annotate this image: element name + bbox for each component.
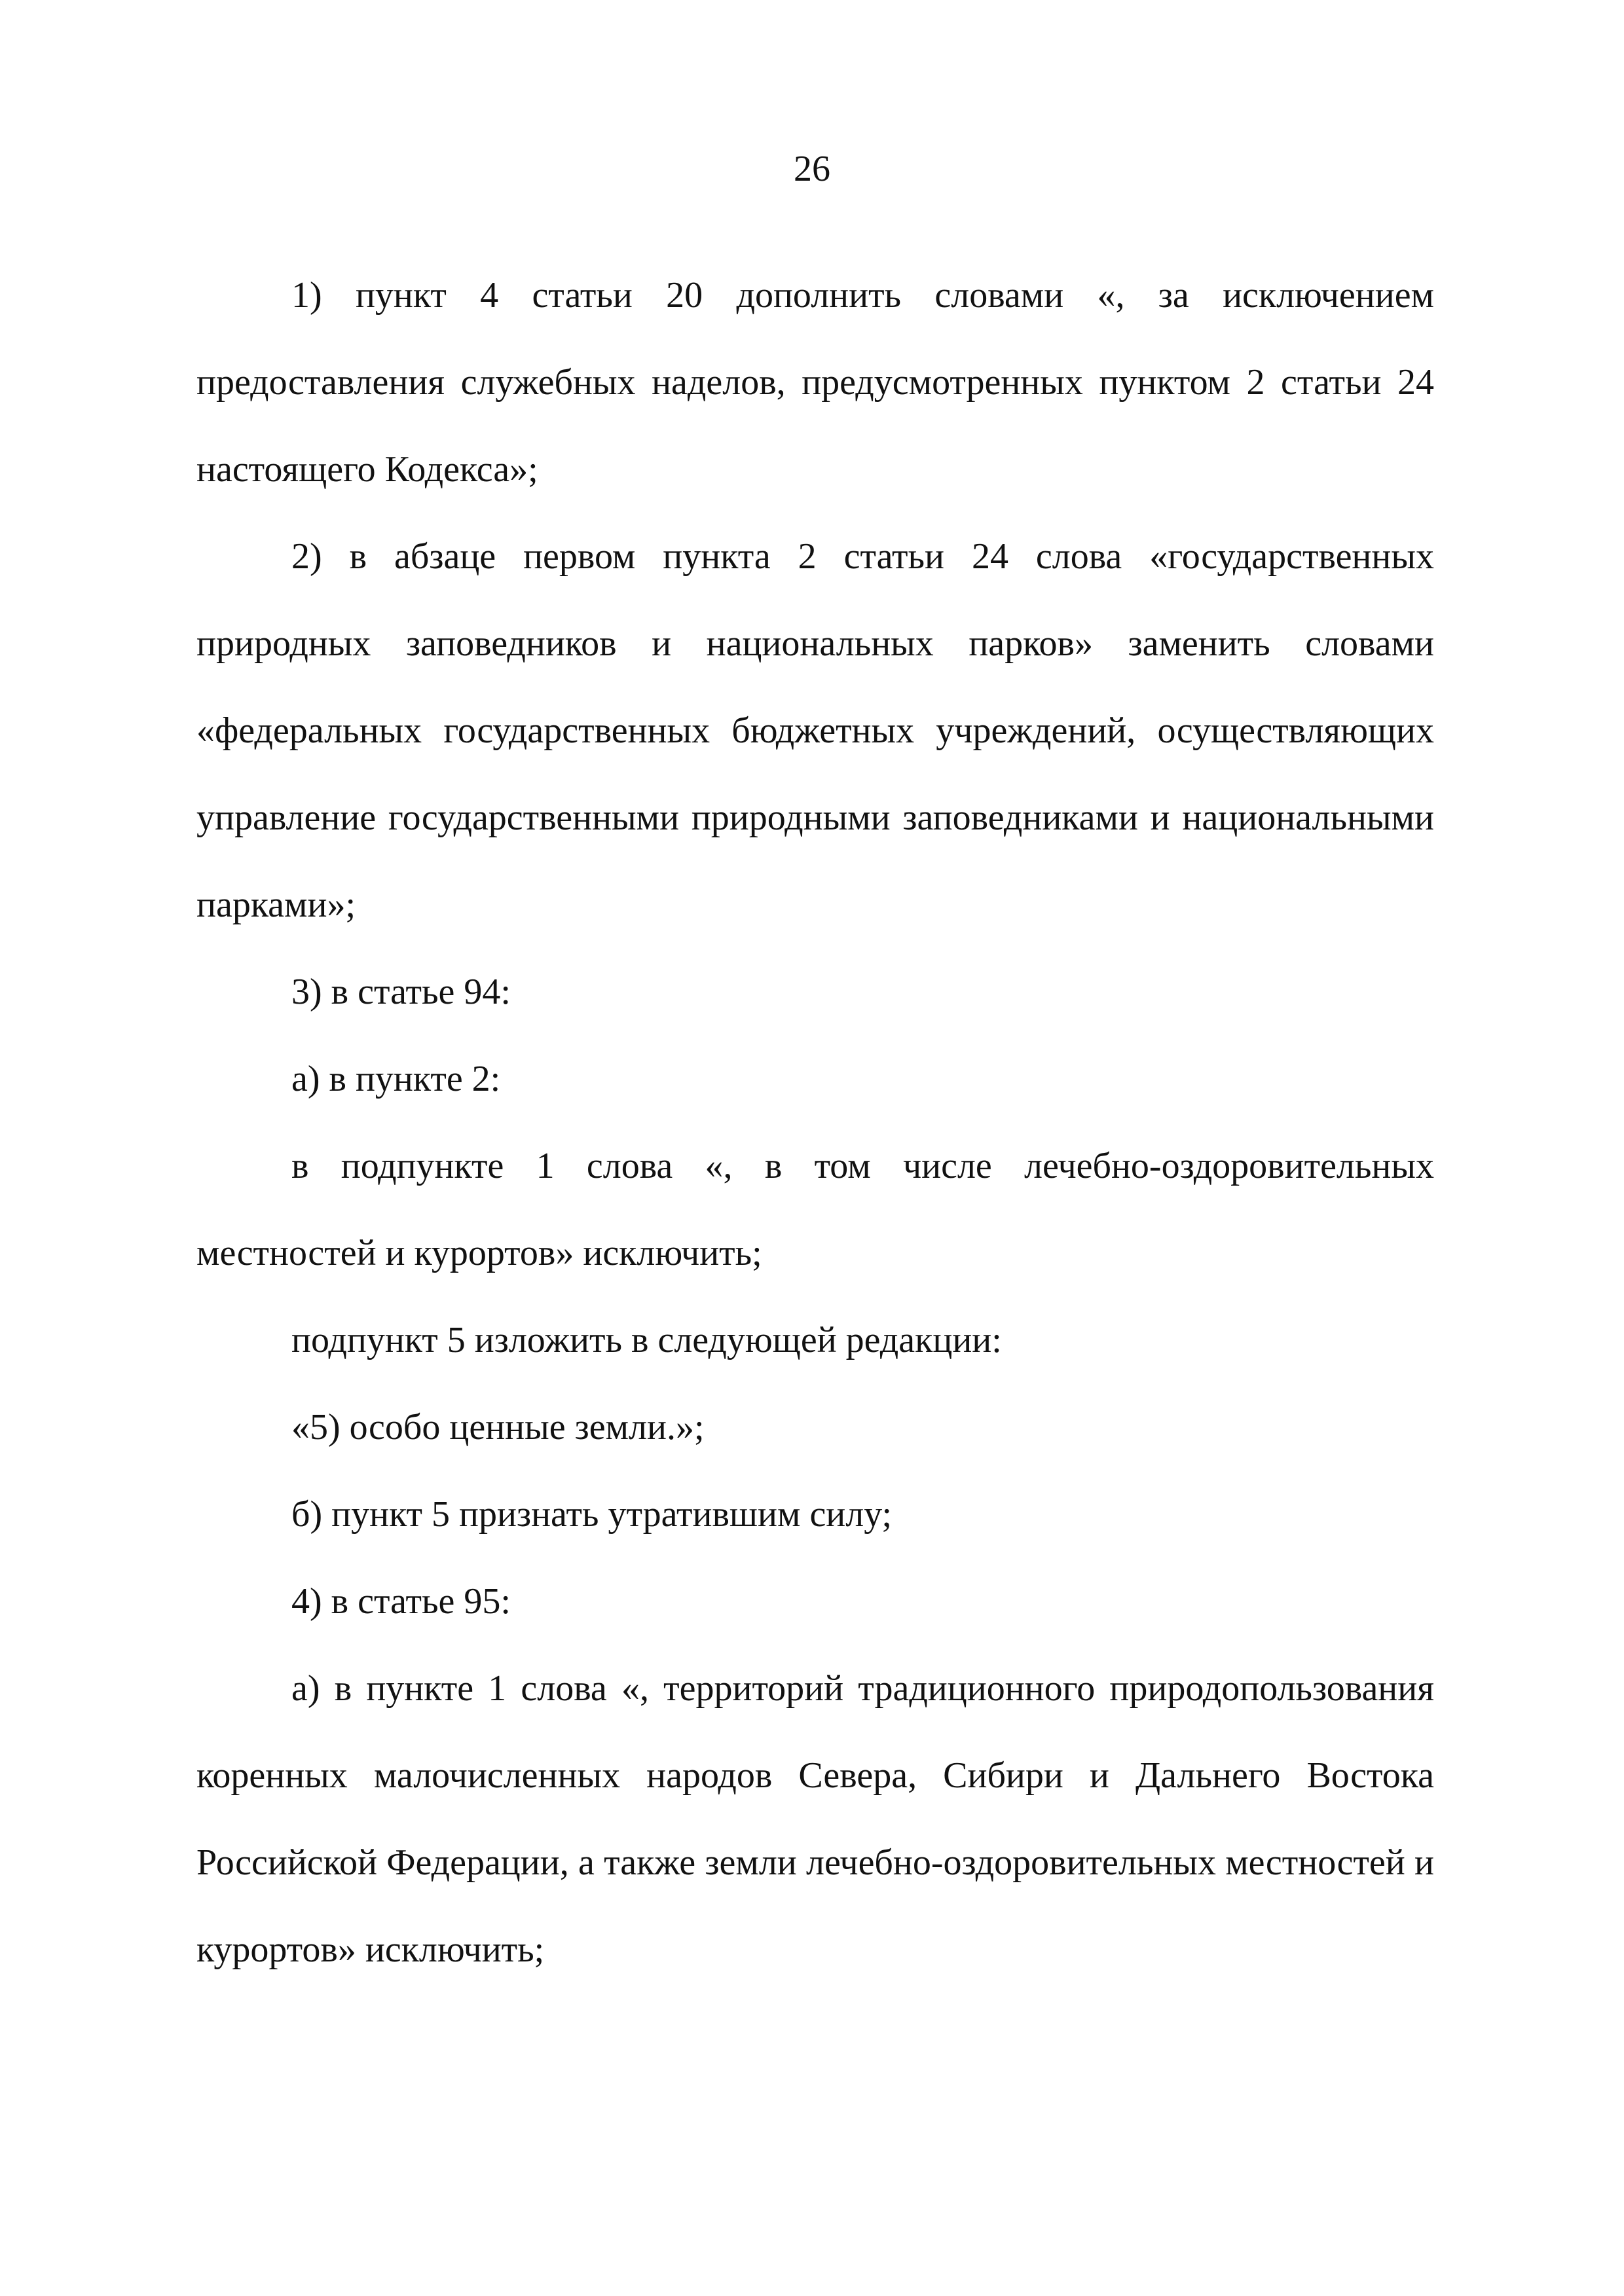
document-body	[196, 252, 1434, 1994]
paragraph-subitem-a-point-2: а) в пункте 2:	[291, 1059, 501, 1099]
paragraph-subpoint-5-text: «5) особо ценные земли.»;	[291, 1407, 705, 1448]
paragraph-item-2: 2) в абзаце первом пункта 2 статьи 24 слова «государственных природных заповедников и национальных парков» заменить словами «федеральных государственных бюджетных учреждений, осуществляющих управление государственными природными заповедниками и национальными парками»;	[196, 536, 1434, 925]
paragraph-article-95: 4) в статье 95:	[291, 1581, 511, 1622]
page-number: 26	[794, 149, 830, 189]
paragraph-subpoint-5-intro: подпункт 5 изложить в следующей редакции:	[291, 1320, 1002, 1360]
paragraph-subpoint-1: в подпункте 1 слова «, в том числе лечебно-оздоровительных местностей и курортов» исключить;	[196, 1146, 1434, 1273]
paragraph-article-94: 3) в статье 94:	[291, 972, 511, 1012]
paragraph-item-1: 1) пункт 4 статьи 20 дополнить словами «, за исключением предоставления служебных наделов, предусмотренных пунктом 2 статьи 24 настоящего Кодекса»;	[196, 275, 1434, 490]
paragraph-subitem-b: б) пункт 5 признать утратившим силу;	[291, 1494, 893, 1535]
paragraph-subitem-a-point-1: а) в пункте 1 слова «, территорий традиционного природопользования коренных малочисленных народов Севера, Сибири и Дальнего Востока Российской Федерации, а также земли лечебно-оздоровительных местностей и курортов» исключить;	[196, 1668, 1434, 1970]
